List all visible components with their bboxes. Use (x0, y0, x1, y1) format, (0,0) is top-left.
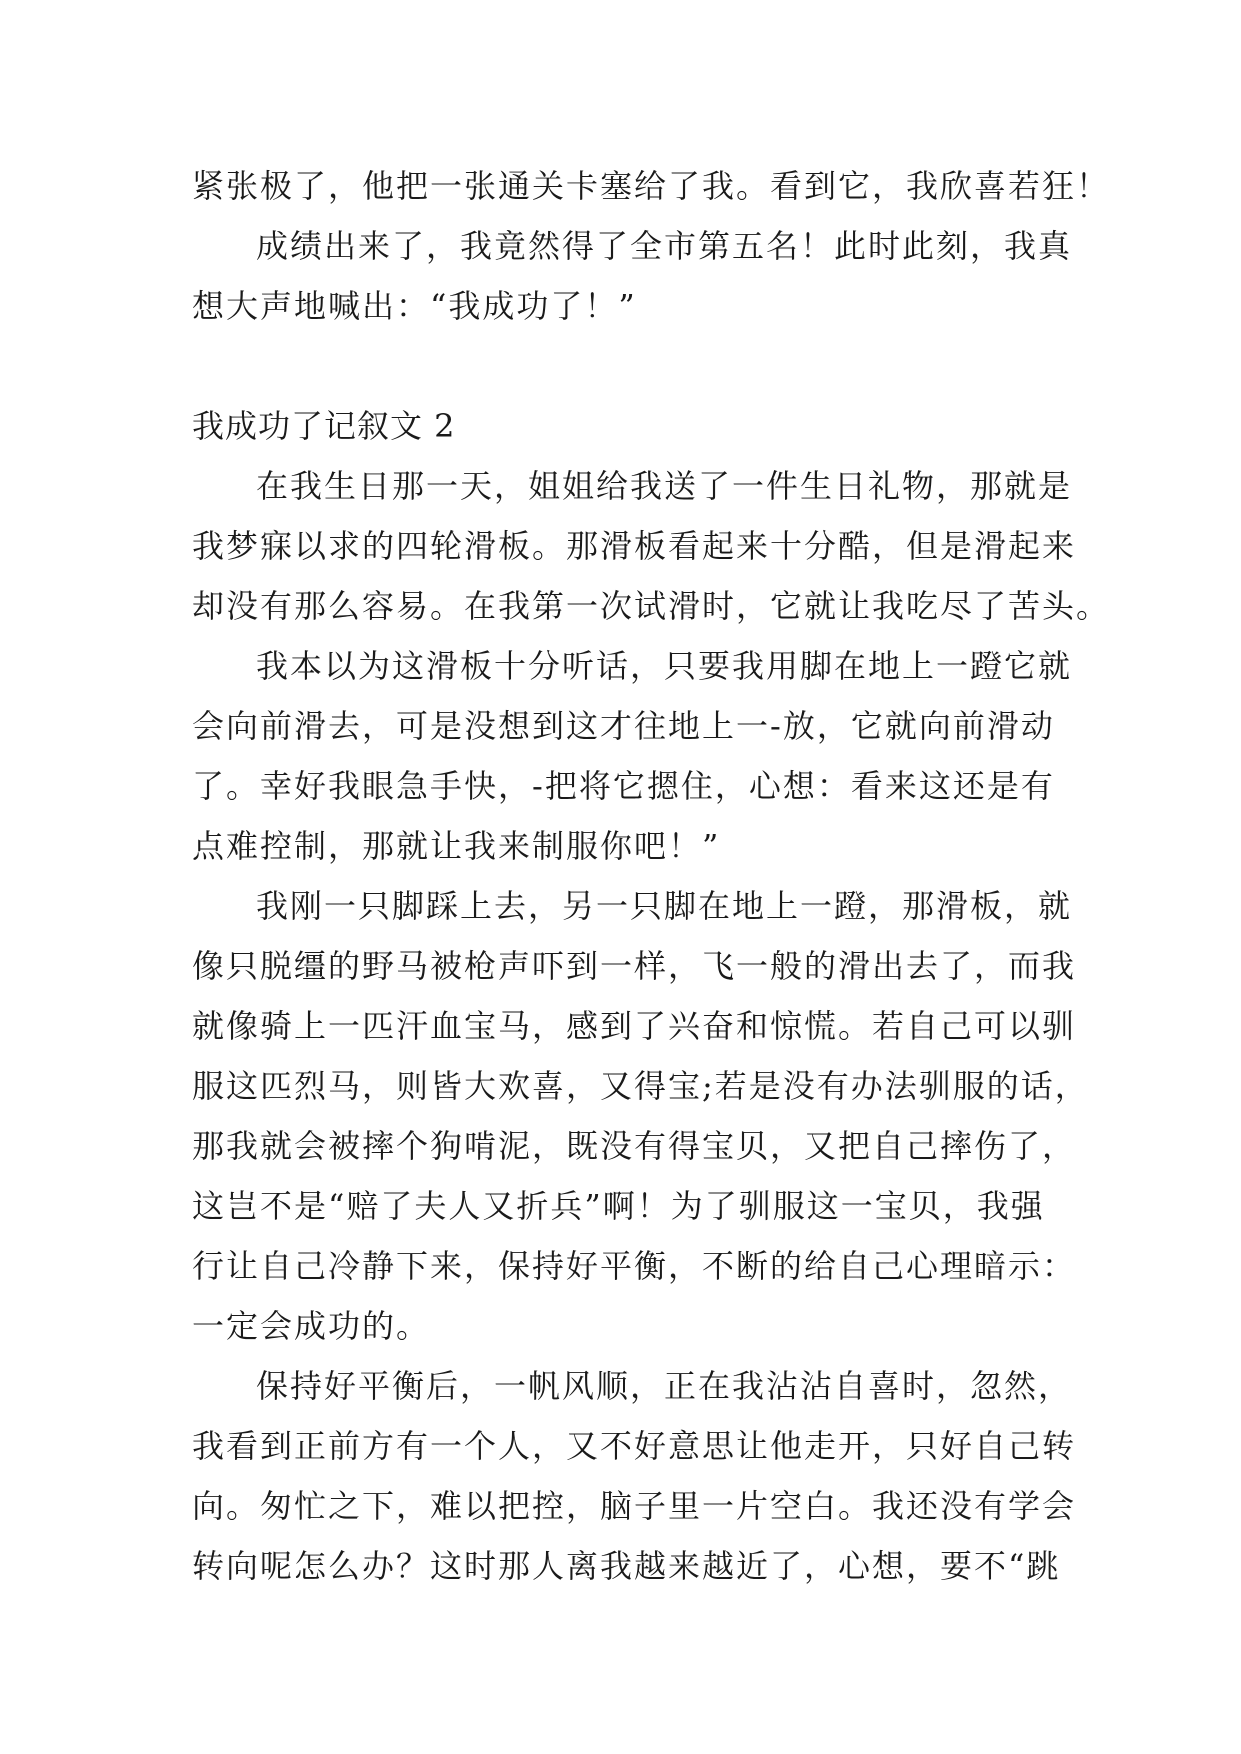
text-line: 紧张极了，他把一张通关卡塞给了我。看到它，我欣喜若狂！ (192, 167, 1111, 205)
text-line: 服这匹烈马，则皆大欢喜，又得宝;若是没有办法驯服的话， (192, 1067, 1089, 1105)
section-title: 我成功了记叙文 2 (192, 407, 456, 445)
text-line: 我刚一只脚踩上去，另一只脚在地上一蹬，那滑板，就 (256, 887, 1073, 925)
paragraph-2 (192, 636, 1073, 876)
text-line: 保持好平衡后，一帆风顺，正在我沾沾自喜时，忽然， (256, 1367, 1073, 1405)
text-line: 想大声地喊出：“我成功了！” (192, 287, 637, 325)
text-line: 我看到正前方有一个人，又不好意思让他走开，只好自己转 (192, 1427, 1077, 1465)
text-line: 这岂不是“赔了夫人又折兵”啊！为了驯服这一宝贝，我强 (192, 1187, 1045, 1225)
text-line: 像只脱缰的野马被枪声吓到一样，飞一般的滑出去了，而我 (192, 947, 1077, 985)
text-line: 却没有那么容易。在我第一次试滑时，它就让我吃尽了苦头。 (192, 587, 1111, 625)
text-line: 在我生日那一天，姐姐给我送了一件生日礼物，那就是 (256, 467, 1073, 505)
text-line: 我本以为这滑板十分听话，只要我用脚在地上一蹬它就 (256, 647, 1073, 685)
text-line: 会向前滑去，可是没想到这才往地上一-放，它就向前滑动 (192, 707, 1055, 745)
document-body (192, 156, 1111, 1596)
text-line: 向。匆忙之下，难以把控，脑子里一片空白。我还没有学会 (192, 1487, 1077, 1525)
text-line: 那我就会被摔个狗啃泥，既没有得宝贝，又把自己摔伤了， (192, 1127, 1077, 1165)
paragraph-1 (192, 456, 1111, 636)
text-line: 转向呢怎么办？这时那人离我越来越近了，心想，要不“跳 (192, 1547, 1061, 1585)
paragraph-intro-2 (192, 216, 1073, 336)
text-line: 一定会成功的。 (192, 1307, 431, 1345)
text-line: 了。幸好我眼急手快，-把将它摁住，心想：看来这还是有 (192, 767, 1055, 805)
text-line: 就像骑上一匹汗血宝马，感到了兴奋和惊慌。若自己可以驯 (192, 1007, 1077, 1045)
text-line: 点难控制，那就让我来制服你吧！” (192, 827, 721, 865)
paragraph-3 (192, 876, 1089, 1356)
text-line: 行让自己冷静下来，保持好平衡，不断的给自己心理暗示： (192, 1247, 1077, 1285)
paragraph-intro-1 (192, 156, 1111, 216)
paragraph-4 (192, 1356, 1077, 1596)
text-line: 成绩出来了，我竟然得了全市第五名！此时此刻，我真 (256, 227, 1073, 265)
text-line: 我梦寐以求的四轮滑板。那滑板看起来十分酷，但是滑起来 (192, 527, 1077, 565)
